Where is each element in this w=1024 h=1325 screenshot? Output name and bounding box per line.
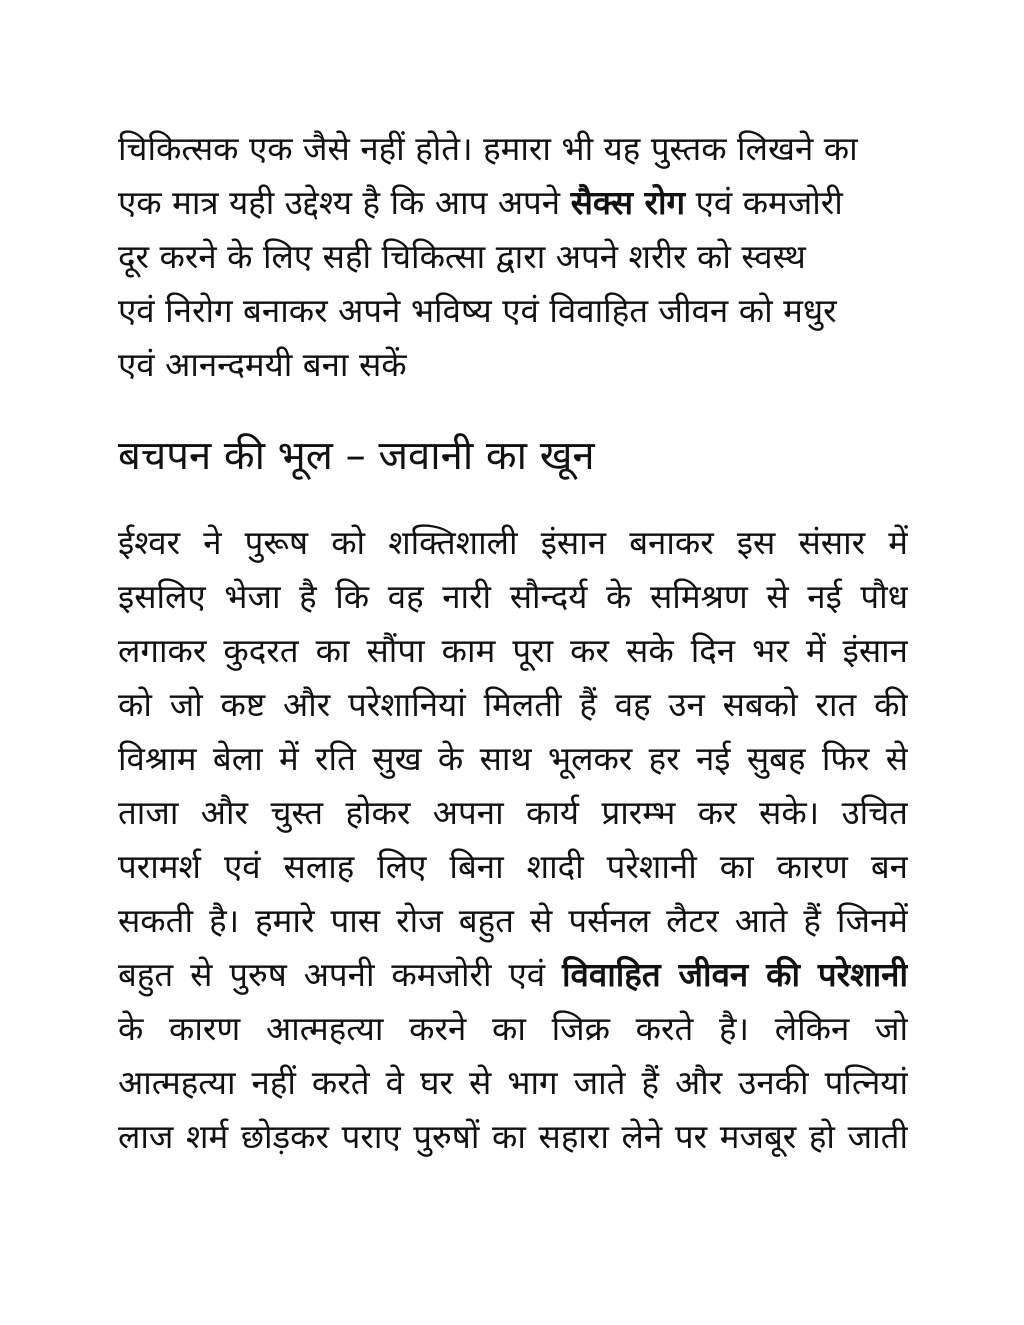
text-line [118, 176, 908, 230]
text-line [118, 570, 908, 624]
text-segment: दूर करने के लिए सही चिकित्सा द्वारा अपने शरीर को स्वस्थ [118, 237, 806, 276]
text-segment: एवं निरोग बनाकर अपने भविष्य एवं विवाहित जीवन को मधुर [118, 291, 837, 330]
text-line [118, 122, 908, 176]
text-segment: एवं आनन्दमयी बना सकें [118, 345, 407, 384]
text-line [118, 1002, 908, 1056]
text-segment: लाज शर्म छोड़कर पराए पुरुषों का सहारा लेने पर मजबूर हो जाती [118, 1117, 908, 1156]
text-segment: ताजा और चुस्त होकर अपना कार्य प्रारम्भ कर सके। उचित [118, 793, 908, 832]
paragraph-intro [118, 122, 908, 392]
text-segment: चिकित्सक एक जैसे नहीं होते। हमारा भी यह पुस्तक लिखने का [118, 129, 858, 168]
text-line [118, 894, 908, 948]
text-line [118, 624, 908, 678]
text-segment: आत्महत्या नहीं करते वे घर से भाग जाते हैं और उनकी पत्नियां [118, 1063, 908, 1102]
paragraph-body [118, 516, 908, 1164]
text-segment: लगाकर कुदरत का सौंपा काम पूरा कर सके दिन भर में इंसान [118, 631, 908, 670]
bold-text: सैक्स रोग [570, 183, 686, 222]
text-segment: सकती है। हमारे पास रोज बहुत से पर्सनल लैटर आते हैं जिनमें [118, 901, 908, 940]
text-segment: एवं कमजोरी [685, 183, 843, 222]
text-segment: विश्राम बेला में रति सुख के साथ भूलकर हर नई सुबह फिर से [118, 739, 908, 778]
text-segment: एक मात्र यही उद्देश्य है कि आप अपने [118, 183, 571, 222]
text-line [118, 1056, 908, 1110]
text-segment: के कारण आत्महत्या करने का जिक्र करते है। लेकिन जो [118, 1009, 908, 1048]
text-line [118, 948, 908, 1002]
bold-text: विवाहित जीवन की परेशानी [561, 955, 908, 994]
text-line [118, 840, 908, 894]
text-segment: ईश्वर ने पुरूष को शक्तिशाली इंसान बनाकर इस संसार में [118, 523, 908, 562]
text-line [118, 678, 908, 732]
text-line [118, 786, 908, 840]
text-line [118, 1110, 908, 1164]
section-heading: बचपन की भूल – जवानी का खून [118, 433, 595, 479]
text-segment: परामर्श एवं सलाह लिए बिना शादी परेशानी का कारण बन [118, 847, 908, 886]
text-line [118, 732, 908, 786]
text-segment: इसलिए भेजा है कि वह नारी सौन्दर्य के समिश्रण से नई पौध [118, 577, 908, 616]
text-line [118, 338, 908, 392]
text-line [118, 284, 908, 338]
text-segment: को जो कष्ट और परेशानियां मिलती हैं वह उन सबको रात की [118, 685, 908, 724]
text-segment: बहुत से पुरुष अपनी कमजोरी एवं [118, 955, 562, 994]
document-page [118, 122, 908, 1164]
text-line [118, 516, 908, 570]
text-line [118, 230, 908, 284]
